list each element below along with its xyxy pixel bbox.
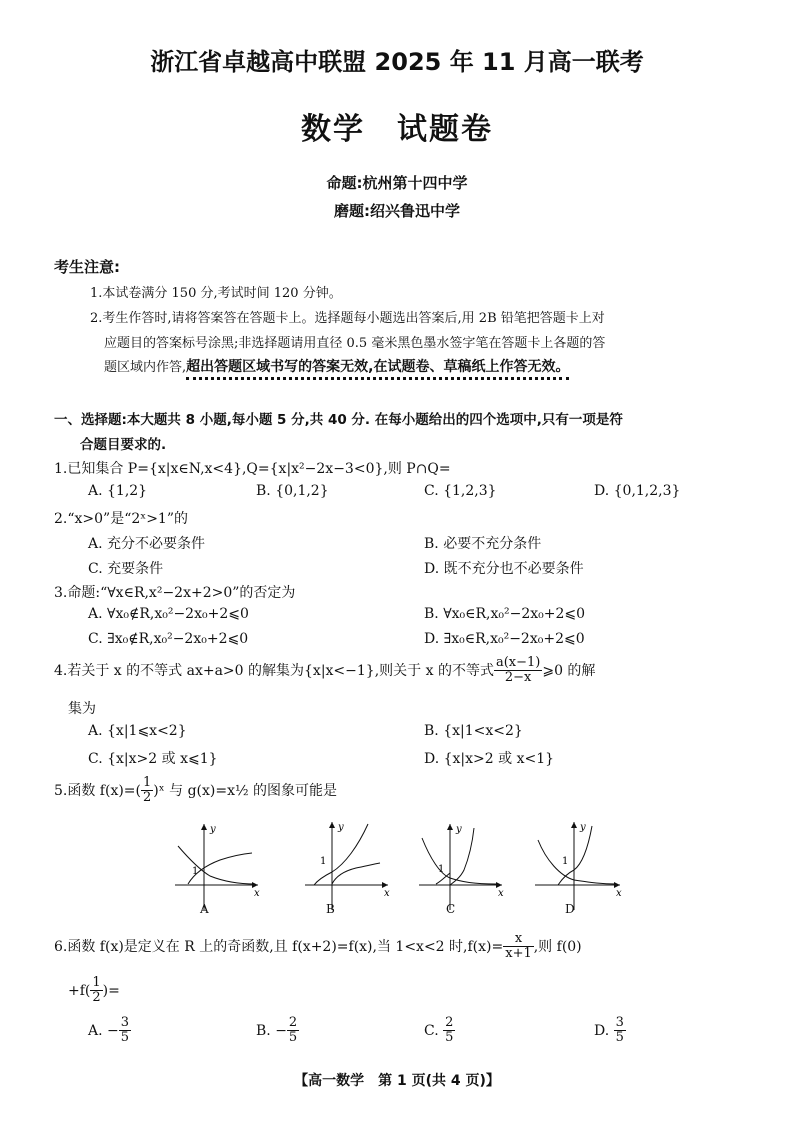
q6-option-b-prefix: B. − — [256, 1022, 287, 1039]
q5-graph-a-one-label: 1 — [192, 866, 199, 877]
reviewer: 磨题:绍兴鲁迅中学 — [334, 202, 460, 220]
q4-stem-part2: ⩾0 的解 — [542, 662, 596, 679]
q6-option-a-prefix: A. − — [88, 1022, 119, 1039]
q6-stem-cont-num: 1 — [92, 975, 101, 990]
q5-graph-a — [170, 818, 270, 922]
q6-stem-part2: ,则 f(0) — [533, 938, 582, 955]
q4-fraction — [494, 656, 542, 686]
q6-option-b-num: 2 — [288, 1015, 298, 1030]
q6-stem-cont-part1: +f( — [68, 982, 91, 999]
section1-heading-line2: 合题目要求的. — [80, 437, 167, 453]
q5-graph-d-x-label: x — [616, 888, 622, 899]
q5-label-b: B — [326, 902, 335, 916]
q6-option-c-prefix: C. — [424, 1022, 444, 1039]
q6-stem-part1: 6.函数 f(x)是定义在 R 上的奇函数,且 f(x+2)=f(x),当 1<x<2 时,f(x)= — [54, 938, 504, 955]
q5-graph-b — [300, 818, 400, 922]
q6-option-a-num: 3 — [120, 1015, 130, 1030]
q5-graph-d-y-label: y — [580, 822, 586, 833]
q6-frac-num: x — [503, 932, 534, 947]
q6-option-a-den: 5 — [120, 1030, 130, 1046]
exam-subtitle: 数学 试题卷 — [301, 112, 493, 147]
q5-stem-part1: 5.函数 f(x)=( — [54, 782, 142, 799]
q3-option-c: C. ∃x₀∉R,x₀²−2x₀+2⩽0 — [88, 631, 249, 647]
q1-stem: 1.已知集合 P={x|x∈N,x<4},Q={x|x²−2x−3<0},则 P∩Q= — [54, 461, 451, 477]
q3-stem: 3.命题:“∀x∈R,x²−2x+2>0”的否定为 — [54, 585, 296, 601]
q5-graph-c-one-label: 1 — [438, 864, 445, 875]
q5-frac-num: 1 — [143, 775, 152, 790]
q5-fraction — [141, 776, 153, 806]
notice-item-2-line1: 2.考生作答时,请将答案答在答题卡上。选择题每小题选出答案后,用 2B 铅笔把答题卡上对 — [90, 311, 605, 326]
proposer: 命题:杭州第十四中学 — [326, 174, 468, 192]
q6-option-d-fraction — [614, 1016, 626, 1046]
q5-stem-part2: )ˣ 与 g(x)=x½ 的图象可能是 — [153, 782, 338, 799]
q5-label-a: A — [200, 902, 209, 916]
exam-title: 浙江省卓越高中联盟 2025 年 11 月高一联考 — [150, 48, 644, 76]
q3-option-b: B. ∀x₀∈R,x₀²−2x₀+2⩽0 — [424, 606, 586, 622]
q2-option-a: A. 充分不必要条件 — [88, 536, 206, 552]
q6-stem-cont — [68, 976, 120, 1006]
q2-option-c: C. 充要条件 — [88, 561, 164, 577]
q4-frac-den: 2−x — [504, 670, 532, 686]
q5-graph-d-one-label: 1 — [562, 856, 569, 867]
notice-item-2-line2: 应题目的答案标号涂黑;非选择题请用直径 0.5 毫米黑色墨水签字笔在答题卡上各题的答 — [104, 336, 606, 351]
q5-stem — [54, 776, 337, 806]
q4-stem — [54, 656, 595, 686]
q5-graph-d — [530, 818, 630, 922]
q6-option-a-fraction — [119, 1016, 131, 1046]
q2-option-d: D. 既不充分也不必要条件 — [424, 561, 584, 577]
q1-option-a: A. {1,2} — [88, 483, 148, 499]
q4-option-c: C. {x|x>2 或 x⩽1} — [88, 751, 218, 767]
q1-option-d: D. {0,1,2,3} — [594, 483, 681, 499]
q6-frac-den: x+1 — [505, 946, 532, 962]
q3-option-a: A. ∀x₀∉R,x₀²−2x₀+2⩽0 — [88, 606, 249, 622]
q6-stem-cont-fraction — [90, 976, 102, 1006]
q4-option-b: B. {x|1<x<2} — [424, 723, 523, 739]
page-footer: 【高一数学 第 1 页(共 4 页)】 — [294, 1073, 500, 1089]
q4-option-d: D. {x|x>2 或 x<1} — [424, 751, 555, 767]
q6-option-a — [88, 1016, 131, 1046]
q5-frac-den: 2 — [143, 790, 152, 806]
notice-item-2-line3 — [104, 356, 569, 376]
q5-graph-a-x-label: x — [254, 888, 260, 899]
q6-option-b-fraction — [287, 1016, 299, 1046]
notice-heading: 考生注意: — [54, 258, 120, 276]
q4-option-a: A. {x|1⩽x<2} — [88, 723, 187, 739]
q6-stem-cont-den: 2 — [92, 990, 101, 1006]
q1-option-b: B. {0,1,2} — [256, 483, 329, 499]
section1-heading-line1: 一、选择题:本大题共 8 小题,每小题 5 分,共 40 分. 在每小题给出的四个选项中,只有一项是符 — [54, 412, 623, 428]
q5-label-c: C — [446, 902, 456, 916]
q2-option-b: B. 必要不充分条件 — [424, 536, 542, 552]
q4-stem-cont: 集为 — [68, 701, 96, 717]
q6-option-c-num: 2 — [445, 1015, 454, 1030]
q6-fraction — [503, 932, 534, 962]
q6-option-b-den: 5 — [288, 1030, 298, 1046]
q5-graph-c-y-label: y — [456, 824, 462, 835]
q6-option-c — [424, 1016, 455, 1046]
notice-emphasis: 超出答题区域书写的答案无效,在试题卷、草稿纸上作答无效。 — [186, 359, 569, 380]
q5-label-d: D — [565, 902, 575, 916]
q5-graph-b-y-label: y — [338, 822, 344, 833]
q6-option-c-fraction — [443, 1016, 455, 1046]
notice-item-2-line3-plain: 题区域内作答, — [104, 360, 187, 375]
q6-stem — [54, 932, 582, 962]
q6-option-d-den: 5 — [615, 1030, 624, 1046]
q6-option-d — [594, 1016, 626, 1046]
q6-stem-cont-part2: )= — [102, 982, 120, 999]
q6-option-b — [256, 1016, 299, 1046]
q4-frac-num: a(x−1) — [495, 655, 541, 670]
q6-option-d-prefix: D. — [594, 1022, 614, 1039]
q5-graph-a-y-label: y — [210, 824, 216, 835]
notice-item-1: 1.本试卷满分 150 分,考试时间 120 分钟。 — [90, 286, 342, 301]
q3-option-d: D. ∃x₀∈R,x₀²−2x₀+2⩽0 — [424, 631, 585, 647]
q5-graph-c-x-label: x — [498, 888, 504, 899]
q4-stem-part1: 4.若关于 x 的不等式 ax+a>0 的解集为{x|x<−1},则关于 x 的不等式 — [54, 662, 494, 679]
q5-graph-c — [414, 818, 514, 922]
q1-option-c: C. {1,2,3} — [424, 483, 497, 499]
q6-option-d-num: 3 — [615, 1015, 624, 1030]
q2-stem: 2.“x>0”是“2ˣ>1”的 — [54, 511, 188, 527]
q5-graph-b-one-label: 1 — [320, 856, 327, 867]
q6-option-c-den: 5 — [445, 1030, 454, 1046]
q5-graph-b-x-label: x — [384, 888, 390, 899]
